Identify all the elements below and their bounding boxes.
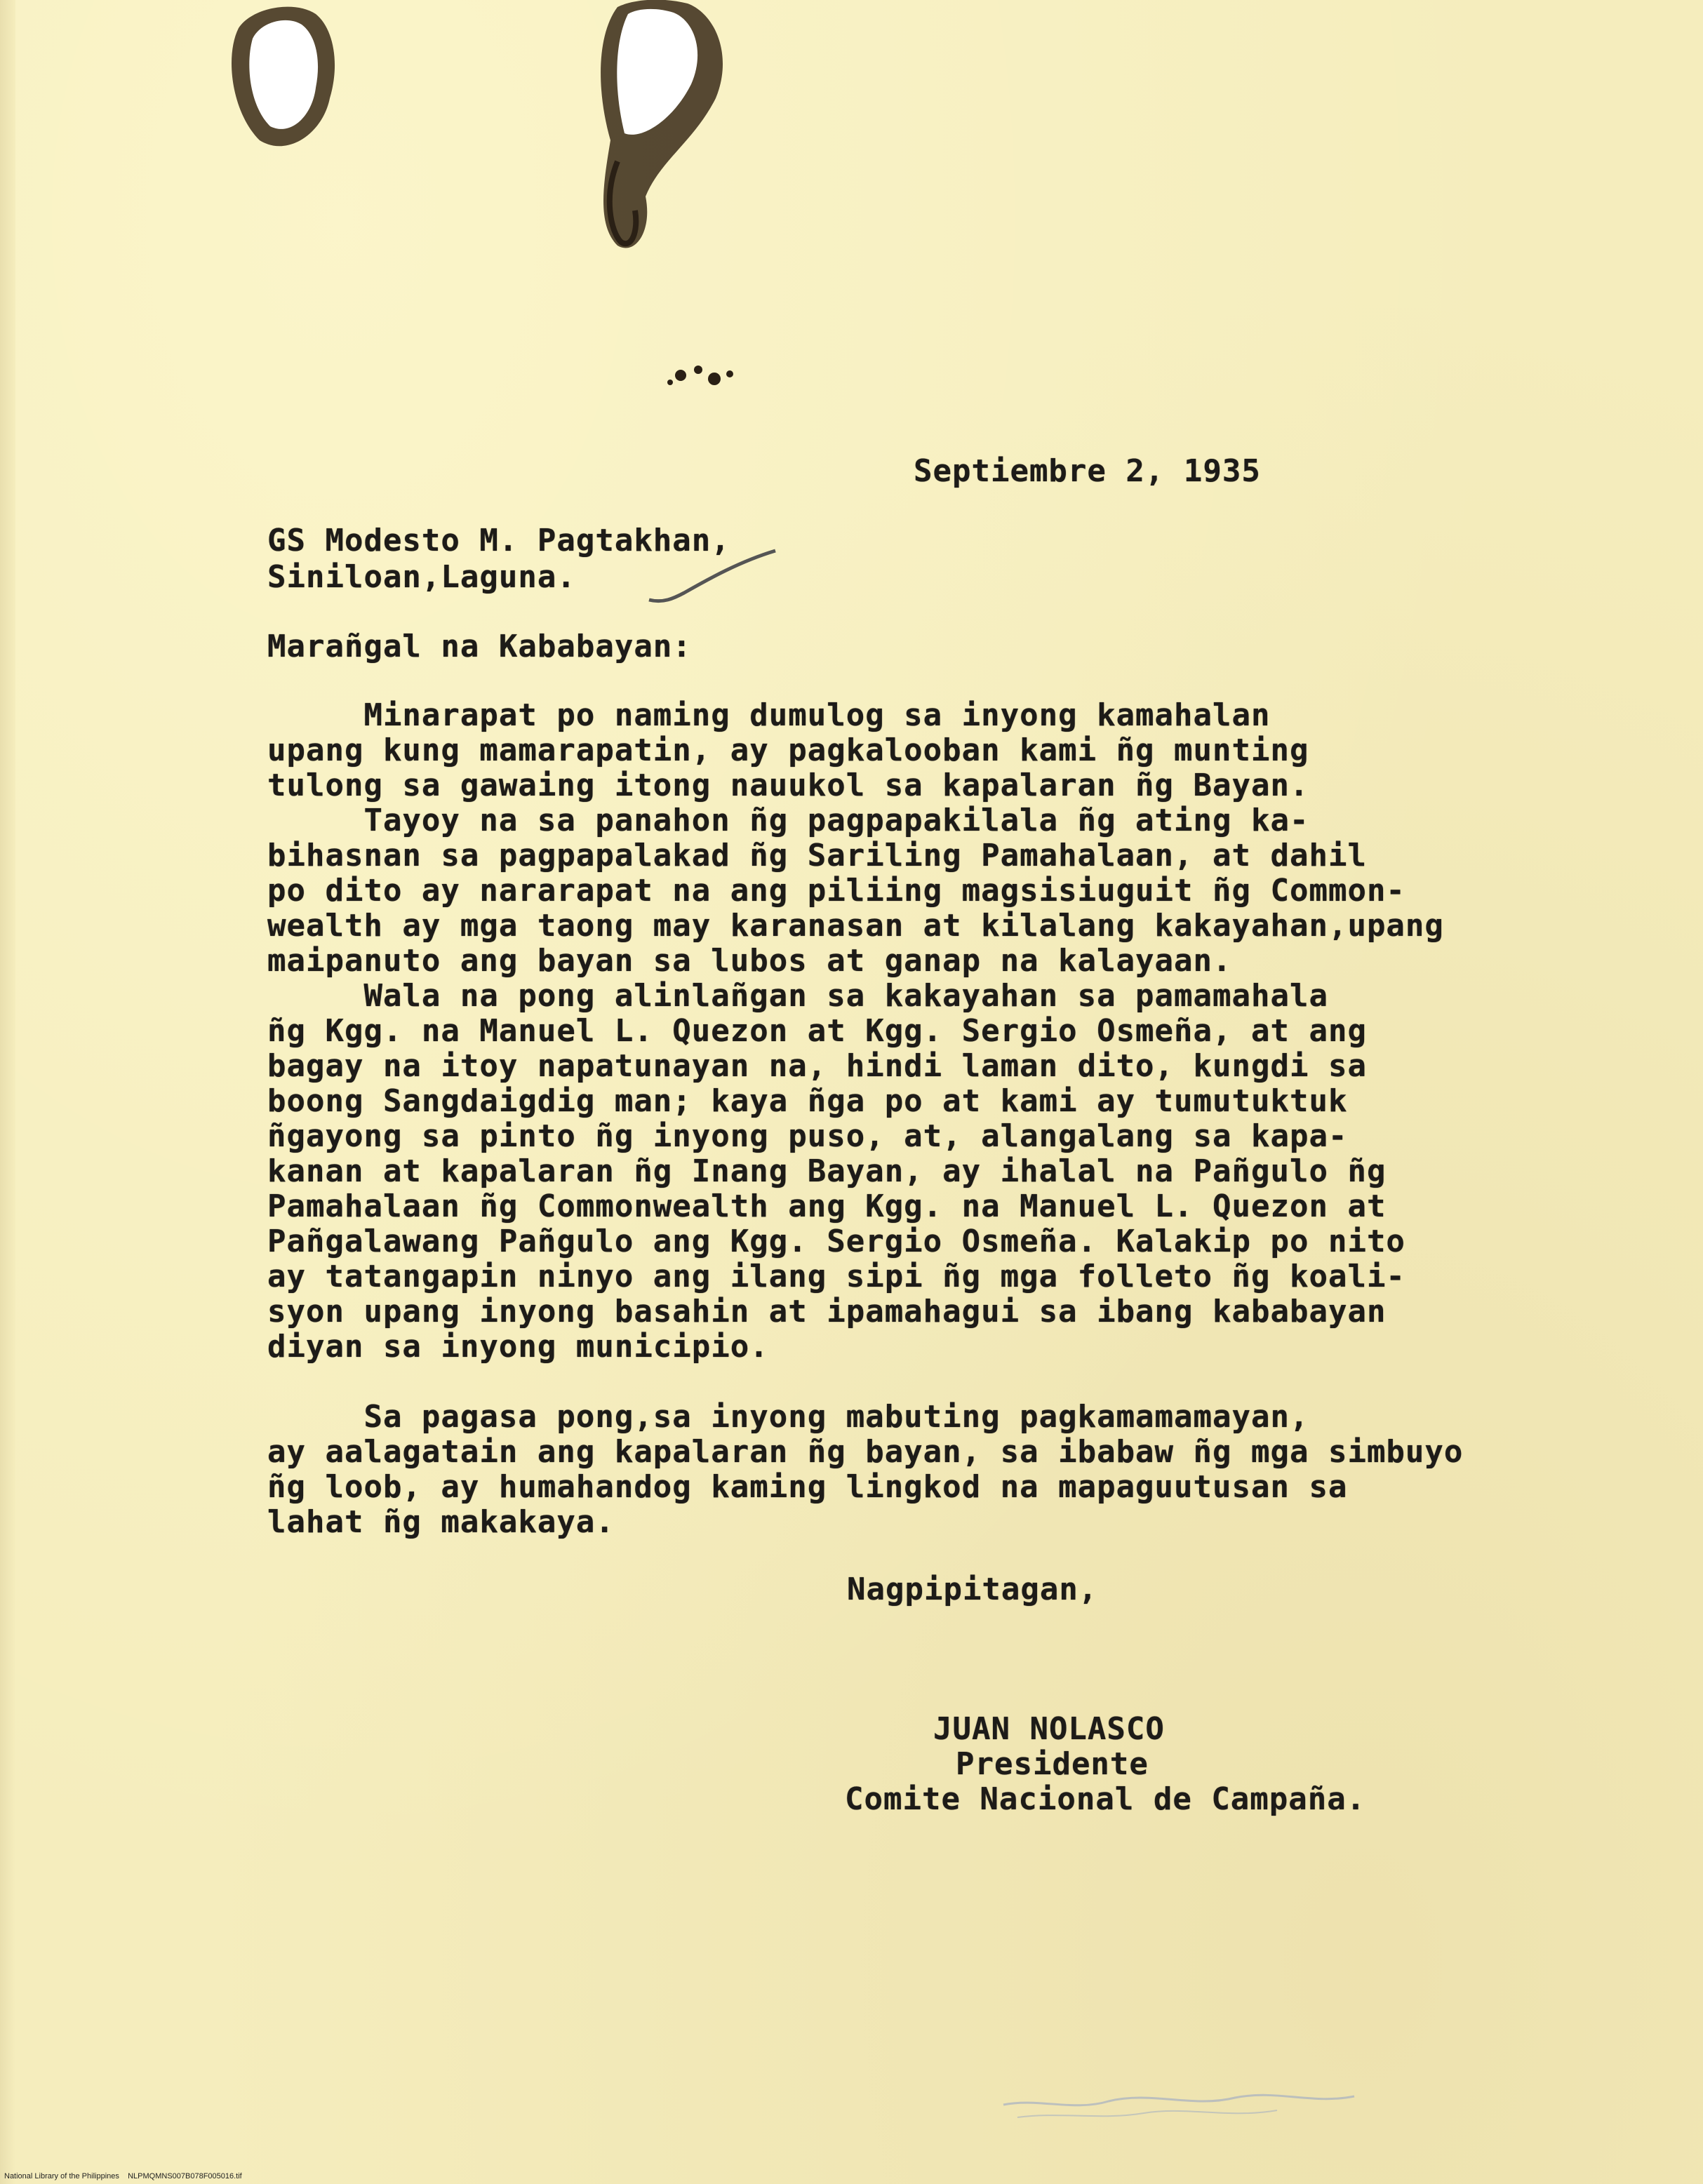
body-line: po dito ay nararapat na ang piliing magsisiuguit ñg Common-	[267, 873, 1405, 909]
body-line: diyan sa inyong municipio.	[267, 1329, 769, 1365]
body-line: ñg loob, ay humahandog kaming lingkod na mapaguutusan sa	[267, 1469, 1348, 1505]
body-line: ay aalagatain ang kapalaran ñg bayan, sa ibabaw ñg mga simbuyo	[267, 1434, 1464, 1470]
ink-smudge	[660, 354, 751, 396]
letter-date: Septiembre 2, 1935	[914, 453, 1261, 489]
body-line: Minarapat po naming dumulog sa inyong kamahalan	[267, 697, 1271, 733]
body-line: Wala na pong alinlañgan sa kakayahan sa pamamahala	[267, 978, 1328, 1014]
body-line: syon upang inyong basahin at ipamahagui sa ibang kababayan	[267, 1294, 1387, 1329]
body-line: Tayoy na sa panahon ñg pagpapakilala ñg ating ka-	[267, 803, 1309, 838]
recipient-address: Siniloan,Laguna.	[267, 559, 576, 595]
body-line: maipanuto ang bayan sa lubos at ganap na kalayaan.	[267, 943, 1232, 979]
body-line: bagay na itoy napatunayan na, hindi laman dito, kungdi sa	[267, 1048, 1367, 1084]
body-line: tulong sa gawaing itong nauukol sa kapalaran ñg Bayan.	[267, 768, 1309, 803]
body-line: ñgayong sa pinto ñg inyong puso, at, alangalang sa kapa-	[267, 1118, 1348, 1154]
body-line: ñg Kgg. na Manuel L. Quezon at Kgg. Sergio Osmeña, at ang	[267, 1013, 1367, 1049]
body-line: wealth ay mga taong may karanasan at kilalang kakayahan,upang	[267, 908, 1444, 944]
paper-left-edge	[0, 0, 15, 2184]
body-line: kanan at kapalaran ñg Inang Bayan, ay ihalal na Pañgulo ñg	[267, 1153, 1387, 1189]
signer-name: JUAN NOLASCO	[933, 1711, 1165, 1747]
body-line: bihasnan sa pagpapalakad ñg Sariling Pamahalaan, at dahil	[267, 838, 1367, 873]
burn-hole-right	[554, 0, 737, 260]
faint-stamp-marks	[996, 2077, 1361, 2133]
body-line: boong Sangdaigdig man; kaya ñga po at kami ay tumutuktuk	[267, 1083, 1348, 1119]
closing: Nagpipitagan,	[847, 1572, 1098, 1607]
body-line: Sa pagasa pong,sa inyong mabuting pagkamamamayan,	[267, 1399, 1309, 1435]
body-line: Pamahalaan ñg Commonwealth ang Kgg. na Manuel L. Quezon at	[267, 1188, 1387, 1224]
salutation: Marañgal na Kababayan:	[267, 629, 692, 664]
body-line: lahat ñg makakaya.	[267, 1504, 615, 1540]
body-line: upang kung mamarapatin, ay pagkalooban kami ñg munting	[267, 732, 1309, 768]
handwritten-check-mark	[642, 544, 782, 614]
body-line: Pañgalawang Pañgulo ang Kgg. Sergio Osmeña. Kalakip po nito	[267, 1224, 1405, 1259]
body-line: ay tatangapin ninyo ang ilang sipi ñg mga folleto ñg koali-	[267, 1259, 1405, 1294]
signer-organization: Comite Nacional de Campaña.	[845, 1781, 1366, 1817]
archive-footer-label: National Library of the Philippines NLPMQMNS007B078F005016.tif	[4, 2172, 242, 2180]
recipient-name: GS Modesto M. Pagtakhan,	[267, 523, 730, 558]
signer-title: Presidente	[956, 1746, 1149, 1782]
burn-hole-left	[211, 0, 351, 161]
